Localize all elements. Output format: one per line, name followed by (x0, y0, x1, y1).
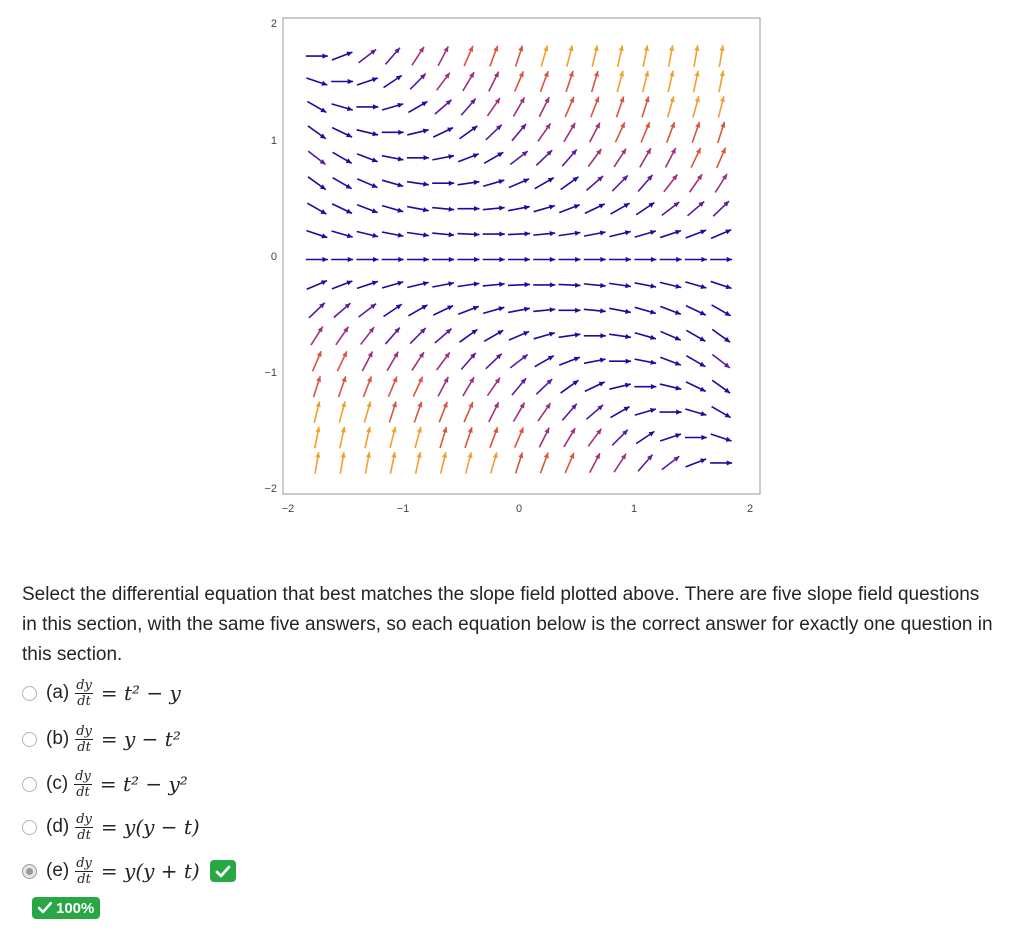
question-text: Select the differential equation that best matches the slope field plotted above. There are five slope field questions in this section, with the same five answers, so each equation below is the correct answer for exactly one question in this section. (22, 584, 993, 665)
fraction-denominator: dt (76, 784, 90, 800)
derivative-fraction (75, 813, 93, 842)
slope-arrow-head (626, 257, 631, 262)
slope-arrow-head (474, 257, 479, 262)
fraction-numerator: dy (76, 723, 92, 739)
fraction-numerator: dy (76, 855, 92, 871)
slope-arrow-head (322, 53, 327, 58)
equation-rhs: = y(y − t) (100, 815, 200, 839)
slope-arrow-head (474, 232, 480, 237)
slope-arrow-head (575, 257, 580, 262)
slope-arrow-head (550, 282, 555, 287)
slope-arrow-head (600, 257, 605, 262)
slope-arrow-head (372, 281, 378, 286)
slope-arrow-head (524, 205, 530, 210)
slope-arrow-head (727, 460, 732, 465)
equation (75, 813, 200, 842)
slope-arrow-head (720, 71, 725, 77)
slope-arrow-head (348, 257, 353, 262)
equation-rhs: = y − t² (100, 727, 181, 751)
slope-arrow-head (423, 207, 429, 212)
slope-arrow-head (518, 452, 523, 458)
fraction-denominator: dt (77, 693, 91, 709)
slope-arrow-head (366, 452, 371, 458)
slope-arrow-head (398, 130, 403, 135)
slope-arrow-head (342, 376, 347, 382)
slope-arrow-head (701, 257, 706, 262)
option-label: (b) (46, 728, 70, 749)
score-text: 100% (56, 899, 95, 917)
slope-arrow-head (392, 402, 397, 408)
answer-option[interactable] (22, 856, 236, 886)
slope-arrow-head (651, 257, 656, 262)
slope-field-plot (250, 10, 770, 520)
slope-arrow-head (726, 284, 732, 289)
option-label: (c) (46, 773, 69, 794)
slope-arrow-head (676, 409, 681, 414)
equation (75, 725, 181, 754)
slope-arrow-head (448, 281, 454, 286)
y-tick-label: 2 (270, 18, 277, 30)
slope-arrow-head (499, 257, 504, 262)
slope-arrow-head (524, 307, 530, 312)
fraction-numerator: dy (75, 768, 91, 784)
checkmark-icon (215, 865, 231, 878)
derivative-fraction (75, 857, 93, 886)
slope-arrow-head (569, 71, 574, 77)
x-tick-label: 1 (630, 503, 638, 515)
slope-arrow-head (341, 427, 346, 433)
checkmark-icon (38, 902, 52, 914)
slope-arrow-head (322, 257, 327, 262)
radio-button[interactable] (22, 777, 37, 792)
option-label: (e) (46, 860, 70, 881)
equation-rhs: = t² − y (100, 681, 181, 705)
y-axis-ticks (264, 18, 277, 495)
y-tick-label: −1 (264, 367, 277, 379)
slope-arrow-head (626, 359, 631, 364)
derivative-fraction (75, 679, 93, 708)
slope-arrow-head (694, 71, 699, 77)
answer-option[interactable] (22, 812, 200, 842)
x-tick-label: 2 (746, 503, 754, 515)
slope-arrow-head (373, 104, 378, 109)
x-tick-label: −1 (396, 503, 410, 515)
slope-arrow-head (575, 308, 580, 313)
slope-arrow-head (675, 230, 681, 235)
slope-arrow-head (373, 257, 378, 262)
fraction-denominator: dt (77, 827, 91, 843)
slope-arrow-head (550, 257, 555, 262)
fraction-denominator: dt (77, 739, 91, 755)
slope-arrow-head (600, 333, 605, 338)
slope-arrow-head (424, 257, 429, 262)
slope-arrow-head (651, 384, 656, 389)
fraction-numerator: dy (76, 811, 92, 827)
radio-button[interactable] (22, 820, 37, 835)
slope-arrow-head (398, 156, 404, 161)
y-tick-label: −2 (264, 483, 277, 495)
slope-arrow-head (701, 435, 706, 440)
equation-rhs: = y(y + t) (100, 859, 200, 883)
fraction-denominator: dt (77, 871, 91, 887)
slope-arrow-head (675, 433, 681, 438)
slope-arrow-head (424, 155, 429, 160)
slope-arrow-head (348, 79, 353, 84)
radio-button[interactable] (22, 686, 37, 701)
x-tick-label: −2 (281, 503, 295, 515)
option-label: (a) (46, 682, 70, 703)
slope-arrow-head (524, 282, 530, 287)
derivative-fraction (74, 770, 92, 799)
radio-button[interactable] (22, 732, 37, 747)
slope-arrow-head (372, 77, 378, 82)
slope-arrow-head (727, 257, 732, 262)
slope-arrow-head (600, 358, 606, 363)
equation (75, 679, 181, 708)
slope-arrow-head (499, 231, 504, 236)
option-label: (d) (46, 816, 70, 837)
slope-arrow-head (524, 231, 530, 236)
slope-arrow-head (676, 257, 681, 262)
slope-arrow-head (316, 376, 321, 382)
slope-arrow-head (391, 452, 396, 458)
slope-arrow-head (398, 257, 403, 262)
correct-badge (210, 860, 236, 882)
slope-arrow-head (468, 427, 473, 433)
x-tick-label: 0 (515, 503, 523, 515)
y-tick-label: 1 (270, 135, 277, 147)
slope-arrow-head (644, 45, 649, 51)
slope-arrow-head (650, 283, 656, 288)
slope-arrow-head (518, 46, 523, 52)
slope-arrow-head (321, 233, 327, 238)
slope-arrow-head (650, 360, 656, 365)
slope-arrow-head (449, 181, 454, 186)
slope-arrow-head (645, 96, 650, 102)
x-axis-ticks (282, 503, 753, 515)
y-tick-label: 0 (270, 251, 277, 263)
slope-arrow-head (669, 45, 674, 51)
plot-frame (283, 18, 760, 494)
slope-arrow-head (398, 233, 404, 238)
equation (74, 770, 188, 799)
slope-arrow-head (575, 283, 581, 288)
answer-option[interactable] (22, 724, 181, 754)
slope-arrow-head (449, 257, 454, 262)
slope-arrow-head (695, 122, 700, 128)
slope-arrow-head (619, 97, 624, 103)
equation-rhs: = t² − y² (99, 772, 188, 796)
slope-arrow-head (619, 45, 624, 51)
fraction-numerator: dy (76, 677, 92, 693)
score-badge (32, 897, 100, 919)
radio-button[interactable] (22, 864, 37, 879)
slope-arrow-head (474, 206, 479, 211)
slope-arrow-head (600, 230, 606, 235)
slope-arrow-head (321, 81, 327, 86)
slope-arrow-head (726, 437, 732, 442)
equation (75, 857, 200, 886)
answer-option[interactable] (22, 678, 181, 708)
answer-option[interactable] (22, 769, 188, 799)
slope-arrow-head (625, 309, 631, 314)
slope-field-arrows (306, 45, 732, 474)
slope-arrow-head (315, 427, 320, 433)
slope-arrow-head (417, 402, 422, 408)
slope-arrow-head (448, 154, 454, 159)
slope-arrow-head (525, 257, 530, 262)
derivative-fraction (75, 725, 93, 754)
slope-arrow-head (720, 122, 725, 128)
slope-arrow-head (417, 452, 422, 458)
